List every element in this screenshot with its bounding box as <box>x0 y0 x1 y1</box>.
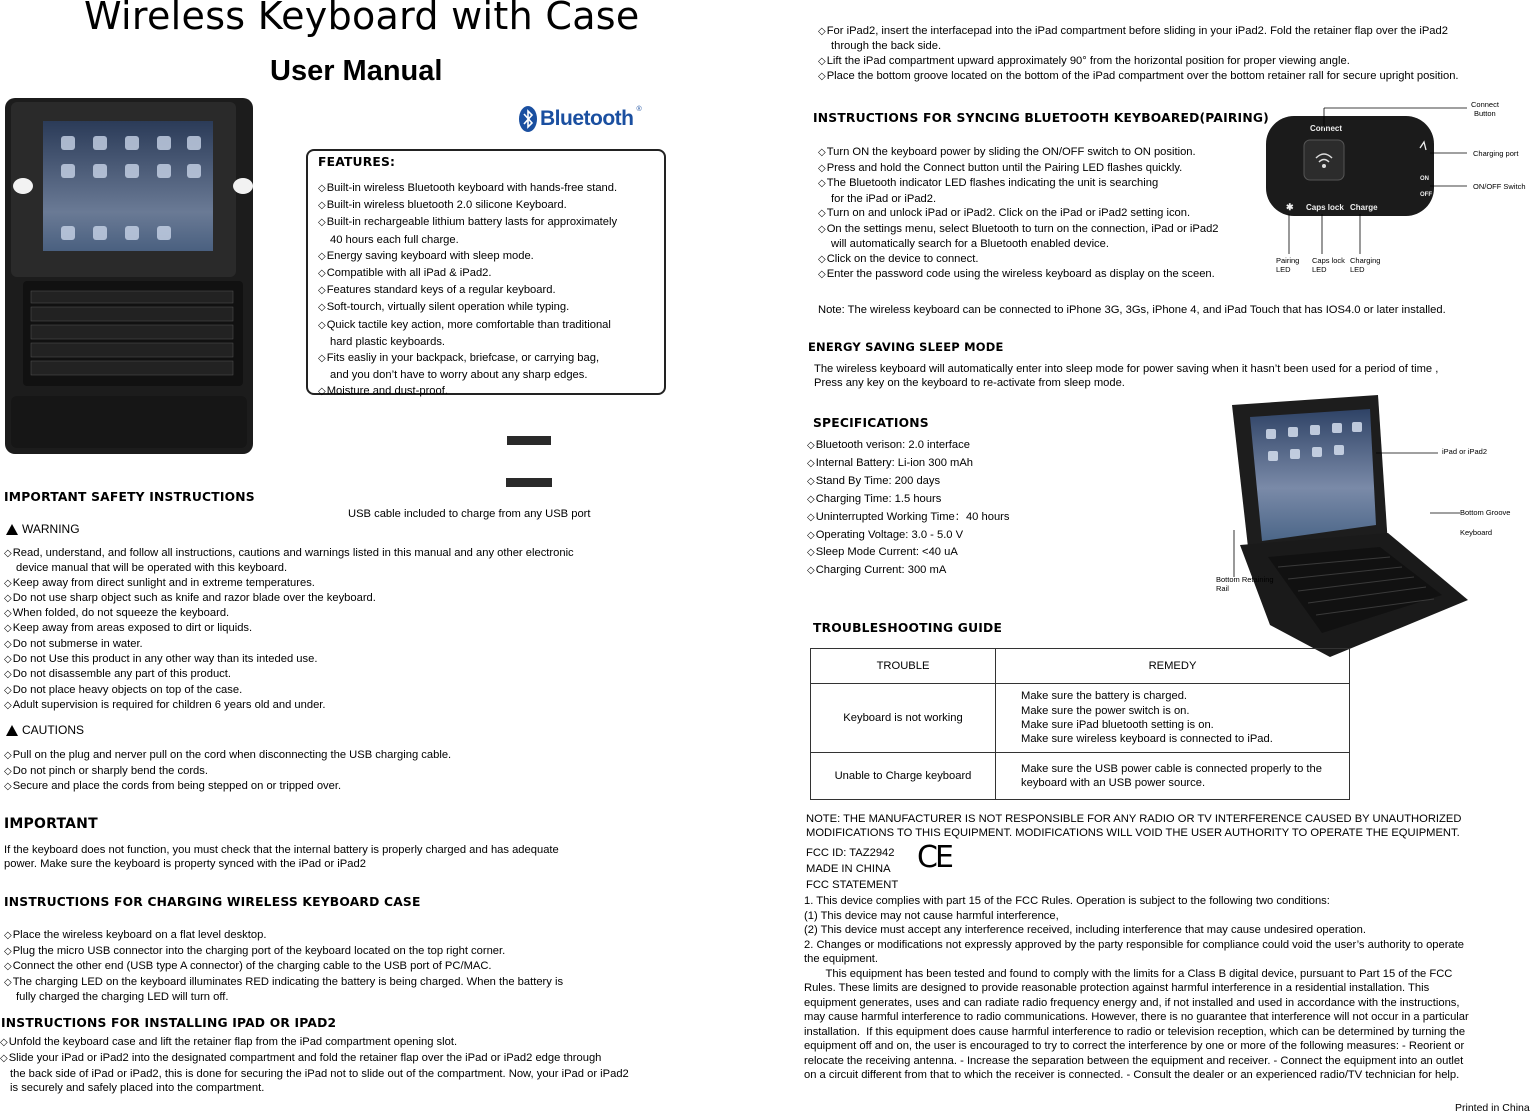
col-remedy-header: REMEDY <box>996 649 1350 684</box>
list-item: ◇ Lift the iPad compartment upward approximately 90° from the horizontal position for proper viewing angle. <box>818 54 1459 69</box>
product-image-ipad-stand <box>1210 395 1500 660</box>
table-row <box>811 753 1350 800</box>
ipad2-steps-list <box>818 24 1459 84</box>
warning-label: WARNING <box>22 522 80 536</box>
fcc-id: FCC ID: TAZ2942 <box>806 847 895 859</box>
list-item: ◇ Enter the password code using the wireless keyboard as display on the sceen. <box>818 267 1219 283</box>
list-item: ◇ Unfold the keyboard case and lift the retainer flap from the iPad compartment opening slot. <box>0 1035 629 1051</box>
remedy-line: Make sure iPad bluetooth setting is on. <box>1021 719 1214 731</box>
fcc-statement-line: 1. This device complies with part 15 of the FCC Rules. Operation is subject to the following two conditions: <box>804 895 1330 907</box>
safety-heading: IMPORTANT SAFETY INSTRUCTIONS <box>4 490 255 504</box>
list-item: ◇ When folded, do not squeeze the keyboard. <box>4 606 574 621</box>
label-ipad: iPad or iPad2 <box>1442 447 1488 456</box>
list-item: hard plastic keyboards. <box>330 335 446 348</box>
printed-in: Printed in China <box>1455 1102 1530 1114</box>
list-item: will automatically search for a Bluetooth enabled device. <box>831 238 1109 250</box>
label-rail-2: Rail <box>1216 584 1229 593</box>
important-heading: IMPORTANT <box>4 816 98 832</box>
list-item: ◇ Place the bottom groove located on the bottom of the iPad compartment over the bottom retainer rall for secure upright position. <box>818 69 1459 84</box>
list-item: and you don’t have to worry about any sharp edges. <box>330 369 588 382</box>
trouble-cell: Unable to Charge keyboard <box>811 753 996 800</box>
charging-heading: INSTRUCTIONS FOR CHARGING WIRELESS KEYBOARD CASE <box>4 895 421 909</box>
list-item: ◇ Built-in wireless Bluetooth keyboard with hands-free stand. <box>318 180 658 197</box>
energy-line-2: Press any key on the keyboard to re-activate from sleep mode. <box>814 377 1125 389</box>
list-item: ◇ Turn ON the keyboard power by sliding the ON/OFF switch to ON position. <box>818 145 1219 161</box>
fcc-statement-line: 2. Changes or modifications not expressly approved by the party responsible for compliance could void the user’s authority to operate <box>804 938 1465 951</box>
list-item: for the iPad or iPad2. <box>831 192 937 205</box>
list-item: ◇ Features standard keys of a regular keyboard. <box>318 282 658 299</box>
list-item: ◇ Place the wireless keyboard on a flat level desktop. <box>4 928 563 944</box>
specs-heading: SPECIFICATIONS <box>813 416 929 430</box>
list-item: device manual that will be operated with this keyboard. <box>16 562 288 575</box>
callout-connect-2: Button <box>1474 109 1496 118</box>
compat-note: Note: The wireless keyboard can be connected to iPhone 3G, 3Gs, iPhone 4, and iPad Touch that has IOS4.0 or later installed. <box>818 304 1446 316</box>
important-line-2: power. Make sure the keyboard is property synced with the iPad or iPad2 <box>4 858 366 870</box>
list-item: ◇ Press and hold the Connect button until the Pairing LED flashes quickly. <box>818 161 1219 177</box>
remedy-line: Make sure the USB power cable is connected properly to the <box>1021 762 1322 775</box>
installing-list <box>0 1035 629 1096</box>
list-item: ◇ The charging LED on the keyboard illuminates RED indicating the battery is being charged. When the battery is <box>4 975 563 991</box>
callout-charging-port: Charging port <box>1473 149 1519 158</box>
list-item: ◇ Charging Time: 1.5 hours <box>807 491 1010 509</box>
fcc-statement <box>804 894 1469 1083</box>
remedy-cell <box>996 753 1350 800</box>
list-item: ◇ Energy saving keyboard with sleep mode. <box>318 248 658 265</box>
usb-cable-image <box>505 434 553 490</box>
remedy-line: keyboard with an USB power source. <box>1021 777 1206 789</box>
list-item: ◇ For iPad2, insert the interfacepad into the iPad compartment before sliding in your iPad2. Fold the retainer flap over the iPad2 <box>818 24 1459 39</box>
panel-on-text: ON <box>1420 176 1429 182</box>
list-item: ◇ The Bluetooth indicator LED flashes indicating the unit is searching <box>818 176 1219 192</box>
fcc-statement-label: FCC STATEMENT <box>806 879 899 891</box>
fcc-statement-line: This equipment has been tested and found to comply with the limits for a Class B digital device, pursuant to Part 15 of the FCC <box>804 967 1453 980</box>
callout-pairing-2: LED <box>1276 265 1291 274</box>
ce-mark: CE <box>917 840 951 875</box>
panel-caps-text: Caps lock <box>1306 203 1344 212</box>
fcc-statement-line: (1) This device may not cause harmful interference, <box>804 909 1059 922</box>
fcc-notice-2: MODIFICATIONS TO THIS EQUIPMENT. MODIFICATIONS WILL VOID THE USER AUTHORITY TO OPERATE THE EQUIPMENT. <box>806 827 1460 839</box>
list-item: ◇ Slide your iPad or iPad2 into the designated compartment and fold the retainer flap over the iPad or iPad2 edge through <box>0 1051 629 1067</box>
panel-off-text: OFF <box>1420 192 1432 198</box>
list-item: ◇ Plug the micro USB connector into the charging port of the keyboard located on the top right corner. <box>4 944 563 960</box>
table-row <box>811 684 1350 753</box>
callout-caps-1: Caps lock <box>1312 256 1345 265</box>
made-in: MADE IN CHINA <box>806 863 891 875</box>
document-subtitle: User Manual <box>270 55 443 87</box>
list-item: ◇ Do not use sharp object such as knife and razor blade over the keyboard. <box>4 591 574 606</box>
list-item: ◇ Operating Voltage: 3.0 - 5.0 V <box>807 527 1010 545</box>
charging-list <box>4 928 563 1005</box>
fcc-statement-line: may cause harmful interference to radio communications. However, there is no guarantee that interference will not occur in a particular <box>804 1011 1469 1023</box>
label-groove: Bottom Groove <box>1460 508 1511 517</box>
syncing-heading: INSTRUCTIONS FOR SYNCING BLUETOOTH KEYBOARED(PAIRING) <box>813 111 1269 125</box>
list-item: ◇ Bluetooth verison: 2.0 interface <box>807 437 1010 455</box>
list-item: ◇ Keep away from areas exposed to dirt or liquids. <box>4 621 574 636</box>
fcc-statement-line: on a circuit different from that to which the receiver is connected. - Consult the dealer or an experienced radio/TV technician for help. <box>804 1069 1460 1081</box>
list-item: ◇ On the settings menu, select Bluetooth to turn on the connection, iPad or iPad2 <box>818 222 1219 238</box>
list-item: ◇ Moisture and dust-proof. <box>318 383 658 400</box>
document-title: Wireless Keyboard with Case <box>84 0 640 38</box>
fcc-statement-line: equipment generates, uses and can radiate radio frequency energy and, if not installed and used in accordance with the instructions, <box>804 996 1460 1009</box>
list-item: through the back side. <box>831 40 942 53</box>
list-item: ◇ Read, understand, and follow all instructions, cautions and warnings listed in this manual and any other electronic <box>4 546 574 561</box>
list-item: ◇ Internal Battery: Li-ion 300 mAh <box>807 455 1010 473</box>
list-item: ◇ Built-in wireless bluetooth 2.0 silicone Keyboard. <box>318 197 658 214</box>
caution-list <box>4 748 451 795</box>
list-item: ◇ Connect the other end (USB type A connector) of the charging cable to the USB port of PC/MAC. <box>4 959 563 975</box>
table-header-row <box>811 649 1350 684</box>
fcc-statement-line: relocate the receiving antenna. - Increase the separation between the equipment and receiver. - Connect the equipment into an outlet <box>804 1054 1464 1067</box>
list-item: ◇ Do not submerse in water. <box>4 637 574 652</box>
list-item: ◇ Do not disassemble any part of this product. <box>4 667 574 682</box>
troubleshooting-heading: TROUBLESHOOTING GUIDE <box>813 621 1003 635</box>
label-keyboard: Keyboard <box>1460 528 1493 537</box>
remedy-cell <box>996 684 1350 753</box>
list-item: ◇ Turn on and unlock iPad or iPad2. Click on the iPad or iPad2 setting icon. <box>818 206 1219 222</box>
specs-list <box>807 437 1010 580</box>
col-trouble-header: TROUBLE <box>811 649 996 684</box>
fcc-statement-line: equipment off and on, the user is encouraged to try to correct the interference by one or more of the following measures: - Reorient or <box>804 1040 1465 1052</box>
caution-label: CAUTIONS <box>22 723 85 737</box>
callout-pairing-1: Pairing <box>1276 256 1300 265</box>
warning-label-row <box>6 522 80 536</box>
warning-icon <box>6 524 18 535</box>
installing-heading: INSTRUCTIONS FOR INSTALLING IPAD OR IPAD2 <box>1 1016 337 1030</box>
callout-charging-1: Charging <box>1350 256 1381 265</box>
usb-caption: USB cable included to charge from any USB port <box>348 508 591 520</box>
trouble-cell: Keyboard is not working <box>811 684 996 753</box>
important-line-1: If the keyboard does not function, you must check that the internal battery is properly charged and has adequate <box>4 844 559 856</box>
list-item: ◇ Stand By Time: 200 days <box>807 473 1010 491</box>
remedy-line: Make sure the power switch is on. <box>1021 704 1190 717</box>
panel-charge-text: Charge <box>1350 203 1378 212</box>
remedy-line: Make sure wireless keyboard is connected to iPad. <box>1021 733 1273 746</box>
list-item: ◇ Built-in rechargeable lithium battery lasts for approximately <box>318 214 658 231</box>
features-list <box>318 180 658 401</box>
remedy-line: Make sure the battery is charged. <box>1021 690 1188 703</box>
list-item: ◇ Fits easliy in your backpack, briefcase, or carrying bag, <box>318 350 658 367</box>
callout-caps-2: LED <box>1312 265 1327 274</box>
energy-line-1: The wireless keyboard will automatically enter into sleep mode for power saving when it hasn’t been used for a period of time , <box>814 363 1439 375</box>
list-item: ◇ Pull on the plug and nerver pull on the cord when disconnecting the USB charging cable. <box>4 748 451 764</box>
fcc-statement-line: the equipment. <box>804 953 879 965</box>
fcc-notice-1: NOTE: THE MANUFACTURER IS NOT RESPONSIBLE FOR ANY RADIO OR TV INTERFERENCE CAUSED BY UNAUTHORIZED <box>806 813 1462 825</box>
list-item: fully charged the charging LED will turn off. <box>16 991 229 1003</box>
list-item: ◇ Sleep Mode Current: <40 uA <box>807 544 1010 562</box>
list-item: ◇ Do not place heavy objects on top of the case. <box>4 683 574 698</box>
list-item: ◇ Click on the device to connect. <box>818 252 1219 268</box>
list-item: ◇ Charging Current: 300 mA <box>807 562 1010 580</box>
caution-label-row <box>6 723 84 737</box>
label-rail-1: Bottom Retaining <box>1216 575 1274 584</box>
bluetooth-logo-text: Bluetooth <box>540 107 634 130</box>
list-item: ◇ Adult supervision is required for children 6 years old and under. <box>4 698 574 713</box>
list-item: 40 hours each full charge. <box>330 233 459 246</box>
list-item: ◇ Soft-tourch, virtually silent operation while typing. <box>318 299 658 316</box>
product-image-ipad-case <box>3 96 255 456</box>
fcc-statement-line: (2) This device must accept any interference received, including interference that may cause undesired operation. <box>804 924 1366 936</box>
svg-text:✱: ✱ <box>1286 202 1294 212</box>
list-item: ◇ Secure and place the cords from being stepped on or tripped over. <box>4 779 451 795</box>
features-heading: FEATURES: <box>318 155 396 169</box>
bluetooth-logo: Bluetooth ® <box>519 106 642 132</box>
callout-onoff: ON/OFF Switch <box>1473 182 1526 191</box>
callout-connect-1: Connect <box>1471 100 1499 109</box>
list-item: ◇ Quick tactile key action, more comfortable than traditional <box>318 317 658 334</box>
warning-list <box>4 546 574 713</box>
panel-connect-text: Connect <box>1310 124 1342 133</box>
list-item: the back side of iPad or iPad2, this is done for securing the iPad not to slide out of the compartment. Now, your iPad or iPad2 <box>10 1067 629 1080</box>
list-item: ◇ Do not Use this product in any other way than its inteded use. <box>4 652 574 667</box>
list-item: is securely and safely placed into the compartment. <box>10 1082 265 1095</box>
fcc-statement-line: Rules. These limits are designed to provide reasonable protection against harmful interference in a residential installation. This <box>804 982 1430 994</box>
list-item: ◇ Do not pinch or sharply bend the cords. <box>4 764 451 780</box>
syncing-list <box>818 145 1219 283</box>
energy-heading: ENERGY SAVING SLEEP MODE <box>808 340 1004 354</box>
list-item: ◇ Compatible with all iPad & iPad2. <box>318 265 658 282</box>
callout-charging-2: LED <box>1350 265 1365 274</box>
list-item: ◇ Keep away from direct sunlight and in extreme temperatures. <box>4 576 574 591</box>
list-item: ◇ Uninterrupted Working Time：40 hours <box>807 509 1010 527</box>
caution-icon <box>6 725 18 736</box>
bluetooth-icon <box>519 106 537 132</box>
fcc-statement-line: installation. If this equipment does cause harmful interference to radio or television reception, which can be determined by turning the <box>804 1025 1466 1038</box>
troubleshooting-table <box>810 648 1350 800</box>
